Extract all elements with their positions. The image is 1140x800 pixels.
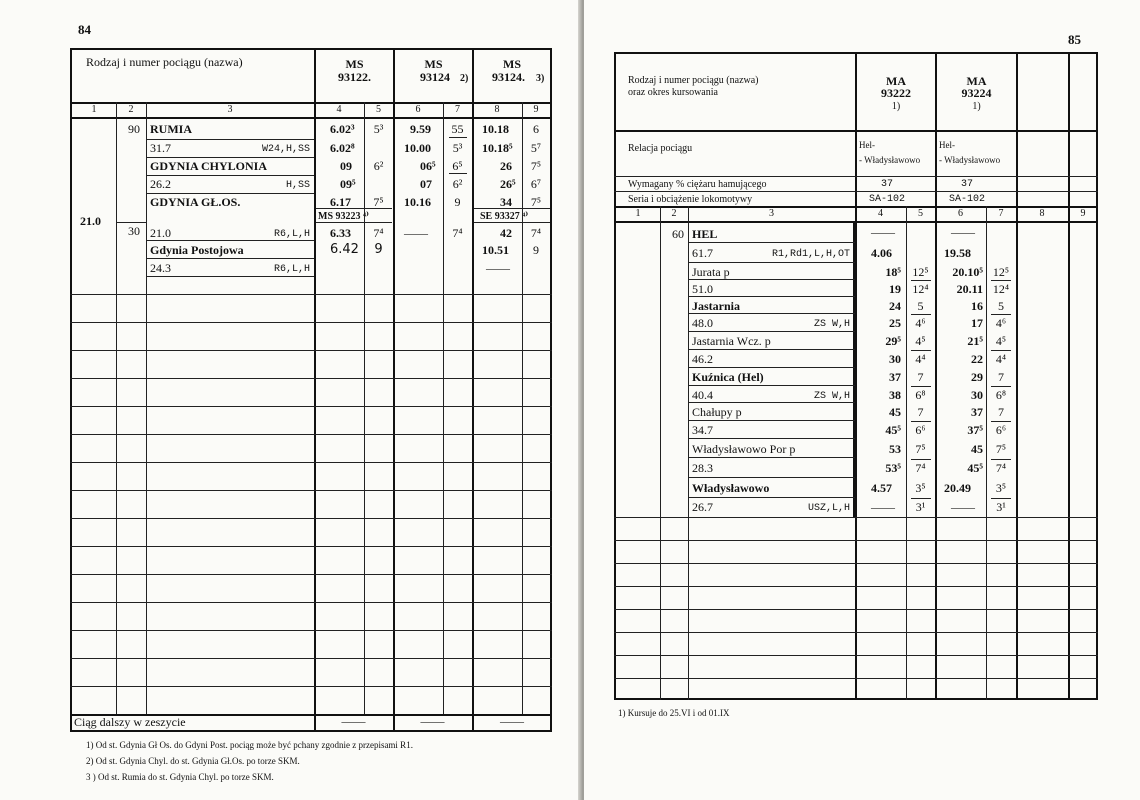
station-km: 31.7 <box>150 141 171 155</box>
relation-from: Hel- <box>939 140 955 150</box>
continued-label: Ciąg dalszy w zeszycie <box>74 715 186 729</box>
train-1-number: 93122. <box>338 70 371 84</box>
page-number: 85 <box>1068 32 1081 47</box>
train-1-number: 93222 <box>881 86 911 100</box>
speed-30: 30 <box>128 224 140 238</box>
train-1-category: MA <box>886 74 906 88</box>
footnote: 1) Kursuje do 25.VI i od 01.IX <box>618 708 730 718</box>
relation-from: Hel- <box>859 140 875 150</box>
left-page: 84 Rodzaj i numer pociągu (nazwa) MS 93122. MS 93124 2) MS 93124. 3) 1 2 3 4 5 6 7 8 9 21.0 90 30 RUMIA 31.7 W24,H,SS GDYNIA CHYLONIA 26.2 H,SS GDYNIA GŁ.OS. 21.0 R6,L,H Gdynia Postojowa 24.3 R6,L,H 6.02³ 6.02⁸ 09 09⁵ 6.17 MS 93223 ⁴⁾ 6.33 6.42 5³ 6² 7⁵ 7⁴ 9 9.59 10.00 06⁵ 07 10.16 —— 55 5³ 6⁵ 6² 9 7⁴ 10.18 10.18⁵ 26 26⁵ 34 SE 93327 ⁴⁾ 42 10.51 —— 6 5⁷ 7⁵ 6⁷ 7⁵ 7⁴ 9 Ciąg dalszy w zeszycie —— —— —— 1) Od st. Gdynia Gł Os. do Gdyni Post. pociąg może być pchany zgodnie z przepisami R1. 2) Od st. Gdynia Chyl. do st. Gdynia Gł.Os. po torze SKM. 3 ) Od st. Rumia do st. Gdynia Chyl. po torze SKM. <box>0 0 580 800</box>
train-2-number: 93224 <box>961 86 992 100</box>
station-codes: H,SS <box>285 180 310 191</box>
brake-label: Wymagany % ciężaru hamującego <box>628 179 767 190</box>
continued-value: —— <box>500 714 524 728</box>
right-page: 85 Rodzaj i numer pociągu (nazwa) oraz okres kursowania MA 93222 1) MA 93224 1) Relacja pociągu Hel- - Władysławowo Hel- - Władysławowo Wymagany % ciężaru hamującego 37 37 Seria i obciążenie lokomotywy SA-102 SA-102 1 2 3 4 5 6 7 8 9 60 HEL 61.7 R1,Rd1,L,H,OT Jurata p 51.0 Jastarnia 48.0 ZS W,H Jastarnia Wcz. p 46.2 Kuźnica (Hel) 40.4 ZS W,H Chałupy p 34.7 Władysławowo Por p 28.3 Władysławowo 26.7 USZ,L,H —— 4.06 18⁵ 19 24 25 29⁵ 30 37 38 45 45⁵ 53 53⁵ 4.57 —— 12⁵ 12⁴ 5 4⁶ 4⁵ 4⁴ 7 6⁸ 7 6⁶ 7⁵ 7⁴ 3⁵ 3¹ —— 19.58 20.10⁵ 20.11 16 17 21⁵ 22 29 30 37 37⁵ 45 45⁵ 20.49 —— 12⁵ 12⁴ 5 4⁶ 4⁵ 4⁴ 7 6⁸ 7 6⁶ 7⁵ 7⁴ 3⁵ 3¹ 1) Kursuje do 25.VI i od 01.IX <box>584 0 1140 800</box>
station-name: GDYNIA GŁ.OS. <box>150 195 241 209</box>
train-1-note: 1) <box>891 101 901 112</box>
relation-to: - Władysławowo <box>939 155 1001 165</box>
speed: 60 <box>672 227 684 241</box>
footnote: 1) Od st. Gdynia Gł Os. do Gdyni Post. pociąg może być pchany zgodnie z przepisami R1. <box>86 740 413 750</box>
continued-value: —— <box>341 714 366 728</box>
station-name: Gdynia Postojowa <box>150 243 244 257</box>
header-label: oraz okres kursowania <box>628 87 718 98</box>
train-2-note: 1) <box>972 101 981 112</box>
station-km: 24.3 <box>150 261 171 275</box>
station-km: 26.2 <box>150 177 171 191</box>
series-value: SA-102 <box>868 194 905 205</box>
train-3-category: MS <box>503 57 521 71</box>
station-name: RUMIA <box>150 122 192 136</box>
continued-value: —— <box>420 714 445 728</box>
train-2-note: 2) <box>460 73 469 84</box>
station-codes: R6,L,H <box>273 229 310 240</box>
station-codes: W24,H,SS <box>261 144 310 155</box>
page-number: 84 <box>78 22 91 37</box>
series-value: SA-102 <box>948 194 985 205</box>
footnote: 2) Od st. Gdynia Chyl. do st. Gdynia Gł.Os. po torze SKM. <box>86 756 300 766</box>
station-km: 21.0 <box>150 226 171 240</box>
train-1-category: MS <box>345 57 364 71</box>
train-2-number: 93124 <box>420 70 450 84</box>
station-codes: R6,L,H <box>273 264 310 275</box>
speed-main: 21.0 <box>80 214 101 228</box>
speed-90: 90 <box>128 122 140 136</box>
series-label: Seria i obciążenie lokomotywy <box>628 194 753 205</box>
station-name: GDYNIA CHYLONIA <box>150 159 268 173</box>
header-label: Rodzaj i numer pociągu (nazwa) <box>628 75 759 86</box>
relation-label: Relacja pociągu <box>628 143 693 154</box>
brake-value: 37 <box>880 179 893 190</box>
train-3-number: 93124. <box>492 70 525 84</box>
footnote: 3 ) Od st. Rumia do st. Gdynia Chyl. po torze SKM. <box>86 772 274 782</box>
train-2-category: MA <box>966 74 987 88</box>
brake-value: 37 <box>960 179 973 190</box>
train-2-category: MS <box>424 57 443 71</box>
header-label: Rodzaj i numer pociągu (nazwa) <box>86 55 243 69</box>
train-3-note: 3) <box>536 73 545 84</box>
relation-to: - Władysławowo <box>859 155 921 165</box>
